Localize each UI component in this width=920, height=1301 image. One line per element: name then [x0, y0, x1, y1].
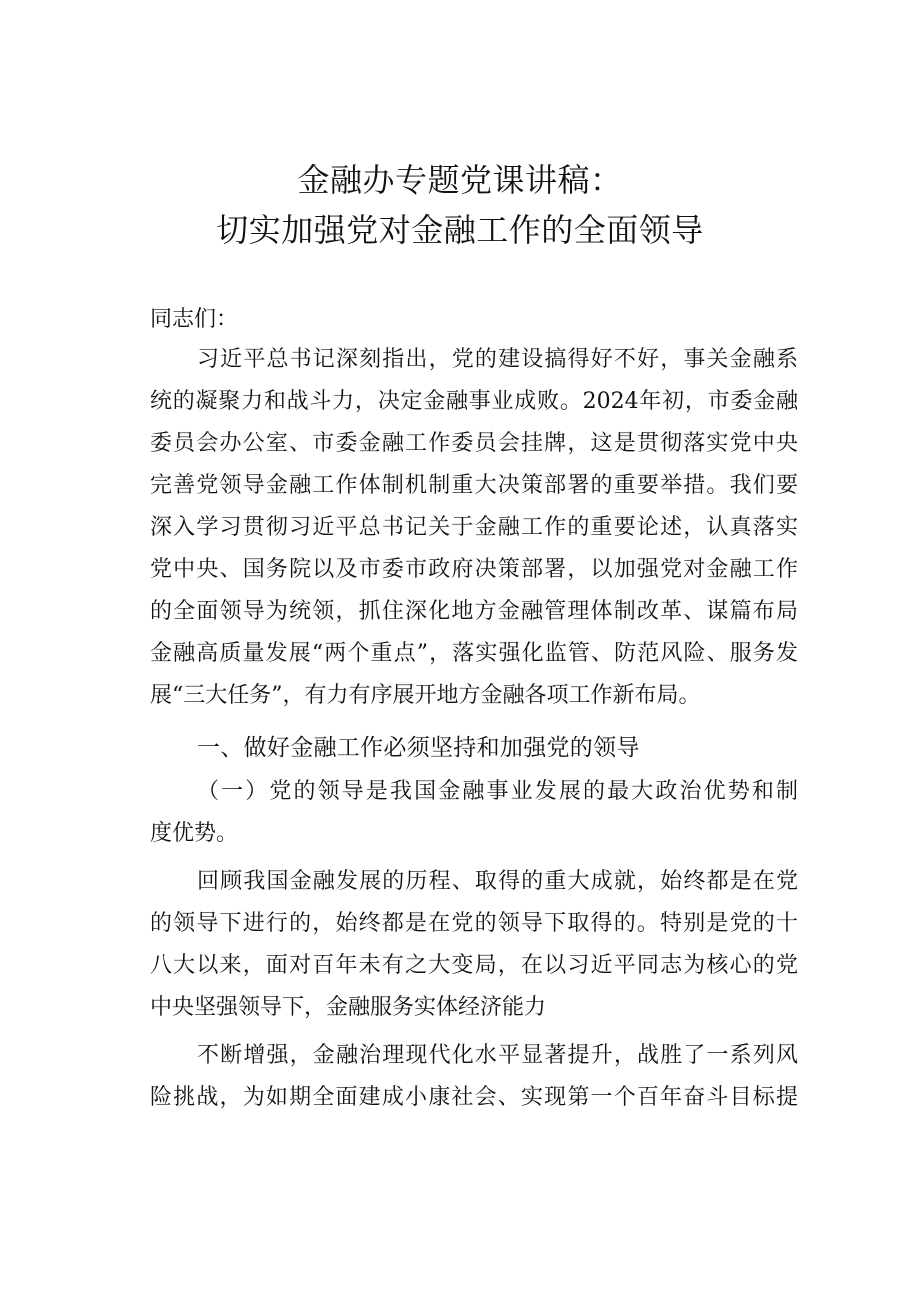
subsection-heading-continued: 度优势。 — [150, 821, 239, 846]
body-line: 党中央、国务院以及市委市政府决策部署，以加强党对金融工作 — [150, 557, 798, 582]
body-line: 中央坚强领导下，金融服务实体经济能力 — [150, 995, 547, 1020]
section-heading: 一、做好金融工作必须坚持和加强党的领导 — [197, 735, 640, 761]
body-line: 不断增强，金融治理现代化水平显著提升，战胜了一系列风 — [197, 1043, 798, 1068]
subsection-heading: （一）党的领导是我国金融事业发展的最大政治优势和制 — [197, 779, 798, 804]
body-line: 的全面领导为统领，抓住深化地方金融管理体制改革、谋篇布局 — [150, 599, 798, 624]
body-line: 统的凝聚力和战斗力，决定金融事业成败。2024年初，市委金融 — [150, 389, 798, 414]
body-line: 深入学习贯彻习近平总书记关于金融工作的重要论述，认真落实 — [150, 515, 798, 540]
body-line: 八大以来，面对百年未有之大变局，在以习近平同志为核心的党 — [150, 953, 798, 978]
body-line: 习近平总书记深刻指出，党的建设搞得好不好，事关金融系 — [197, 347, 798, 372]
salutation: 同志们： — [150, 307, 239, 332]
body-line: 的领导下进行的，始终都是在党的领导下取得的。特别是党的十 — [150, 911, 798, 936]
body-line: 展“三大任务”，有力有序展开地方金融各项工作新布局。 — [150, 683, 701, 708]
body-line: 委员会办公室、市委金融工作委员会挂牌，这是贯彻落实党中央 — [150, 431, 798, 456]
document-title-line-2: 切实加强党对金融工作的全面领导 — [216, 211, 704, 249]
body-line: 险挑战，为如期全面建成小康社会、实现第一个百年奋斗目标提 — [150, 1085, 798, 1110]
body-line: 回顾我国金融发展的历程、取得的重大成就，始终都是在党 — [197, 869, 798, 894]
body-line: 完善党领导金融工作体制机制重大决策部署的重要举措。我们要 — [150, 473, 798, 498]
body-line: 金融高质量发展“两个重点”，落实强化监管、防范风险、服务发 — [150, 641, 798, 666]
document-title-line-1: 金融办专题党课讲稿： — [297, 161, 623, 199]
